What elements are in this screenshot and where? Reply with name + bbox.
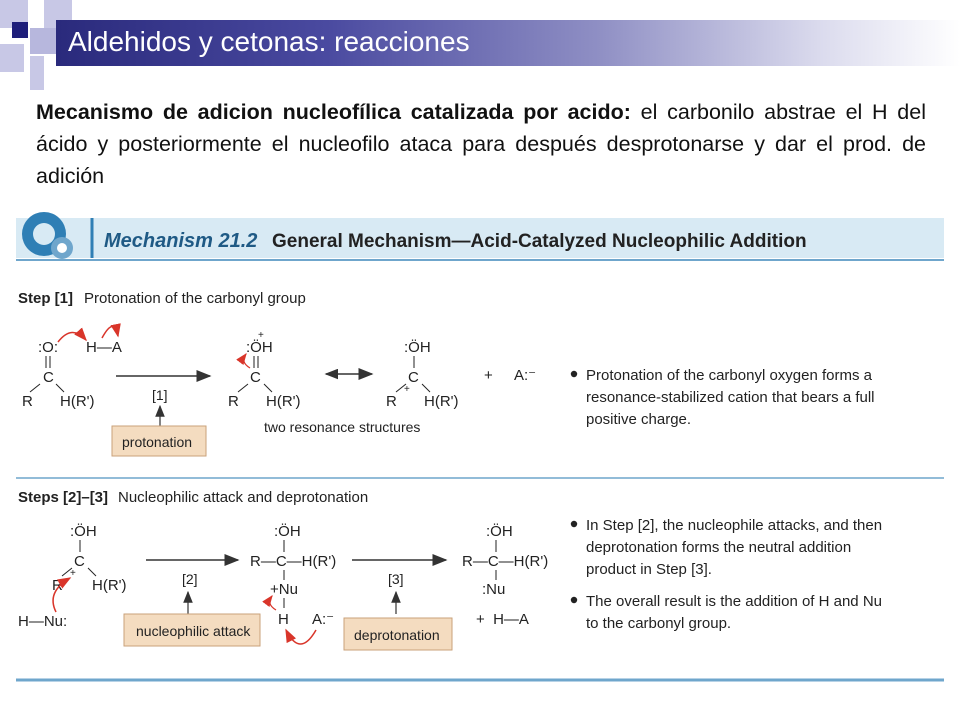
chem-c-3: C	[408, 369, 419, 386]
chem-nu-plus: +Nu	[270, 581, 298, 598]
svg-text:+: +	[404, 384, 410, 395]
steps23-heading: Nucleophilic attack and deprotonation	[118, 489, 369, 506]
step1-bullet-line-1: Protonation of the carbonyl oxygen forms a	[586, 367, 872, 384]
chem-r-4: R	[52, 577, 63, 594]
chem-h-nu: H—Nu:	[18, 613, 68, 630]
mechanism-title: General Mechanism—Acid-Catalyzed Nucleophilic Addition	[272, 231, 807, 252]
protonation-label: protonation	[122, 434, 193, 450]
chem-r-2: R	[228, 393, 239, 410]
mechanism-svg	[0, 196, 960, 696]
mechanism-figure	[0, 196, 960, 701]
step1-bullet-line-2: resonance-stabilized cation that bears a full	[586, 389, 875, 406]
svg-text:+: +	[258, 330, 264, 341]
deco-square-5	[30, 28, 56, 54]
step1-label: Step [1]	[18, 290, 74, 307]
chem-c-2: C	[250, 369, 261, 386]
chem-r-1: R	[22, 393, 33, 410]
slide-title: Aldehidos y cetonas: reacciones	[68, 26, 470, 57]
chem-a-minus-2: A:⁻	[312, 611, 335, 628]
steps23-bullet1-line-1: In Step [2], the nucleophile attacks, and then	[586, 517, 883, 534]
chem-plus-1: +	[484, 367, 493, 384]
chem-r-c-hr-2: R—C—H(R')	[462, 553, 549, 570]
chem-a-minus-1: A:⁻	[514, 367, 537, 384]
resonance-note: two resonance structures	[264, 419, 421, 435]
intro-bold: Mecanismo de adicion nucleofílica catalizada por acido:	[36, 100, 631, 124]
chem-o-lone: :O:	[38, 339, 59, 356]
deprotonation-label: deprotonation	[354, 627, 440, 643]
chem-plus-h-a: + H—A	[476, 611, 529, 628]
step1-heading: Protonation of the carbonyl group	[84, 290, 306, 307]
chem-h-a-1: H—A	[86, 339, 122, 356]
arrow2-label: [2]	[182, 571, 198, 587]
deco-square-6	[0, 44, 24, 72]
chem-hr-4: H(R')	[92, 577, 127, 594]
svg-text:+: +	[70, 568, 76, 579]
chem-r-3: R	[386, 393, 397, 410]
chem-oh-5: :ÖH	[486, 523, 513, 540]
deco-square-2	[12, 22, 28, 38]
chem-oh-2: :ÖH	[404, 339, 431, 356]
chem-oh-1: :ÖH	[246, 339, 273, 356]
steps23-bullet1-line-2: deprotonation forms the neutral addition	[586, 539, 852, 556]
steps23-bullet2-line-2: to the carbonyl group.	[586, 615, 732, 632]
intro-paragraph	[36, 96, 926, 192]
step1-arrow-label: [1]	[152, 387, 168, 403]
chem-c-1: C	[43, 369, 54, 386]
nucleophilic-attack-label: nucleophilic attack	[136, 623, 251, 639]
chem-oh-3: :ÖH	[70, 523, 97, 540]
steps23-label: Steps [2]–[3]	[18, 489, 109, 506]
step1-bullet-line-3: positive charge.	[586, 411, 692, 428]
arrow3-label: [3]	[388, 571, 404, 587]
chem-c-4: C	[74, 553, 85, 570]
mechanism-number: Mechanism 21.2	[104, 230, 258, 252]
deco-square-3	[28, 0, 42, 20]
chem-r-c-hr-1: R—C—H(R')	[250, 553, 337, 570]
steps23-bullet2-line-1: The overall result is the addition of H and Nu	[586, 593, 882, 610]
deco-square-7	[30, 56, 44, 90]
intro-text: el carbonilo abstrae el H del ácido y posteriormente el nucleofilo ataca para después desprotonarse y dar el prod. de adición	[36, 100, 926, 188]
chem-hr-1: H(R')	[60, 393, 95, 410]
chem-hr-2: H(R')	[266, 393, 301, 410]
steps23-bullet1-line-3: product in Step [3].	[586, 561, 712, 578]
chem-oh-4: :ÖH	[274, 523, 301, 540]
chem-hr-3: H(R')	[424, 393, 459, 410]
chem-h-1: H	[278, 611, 289, 628]
chem-nu: :Nu	[482, 581, 506, 598]
